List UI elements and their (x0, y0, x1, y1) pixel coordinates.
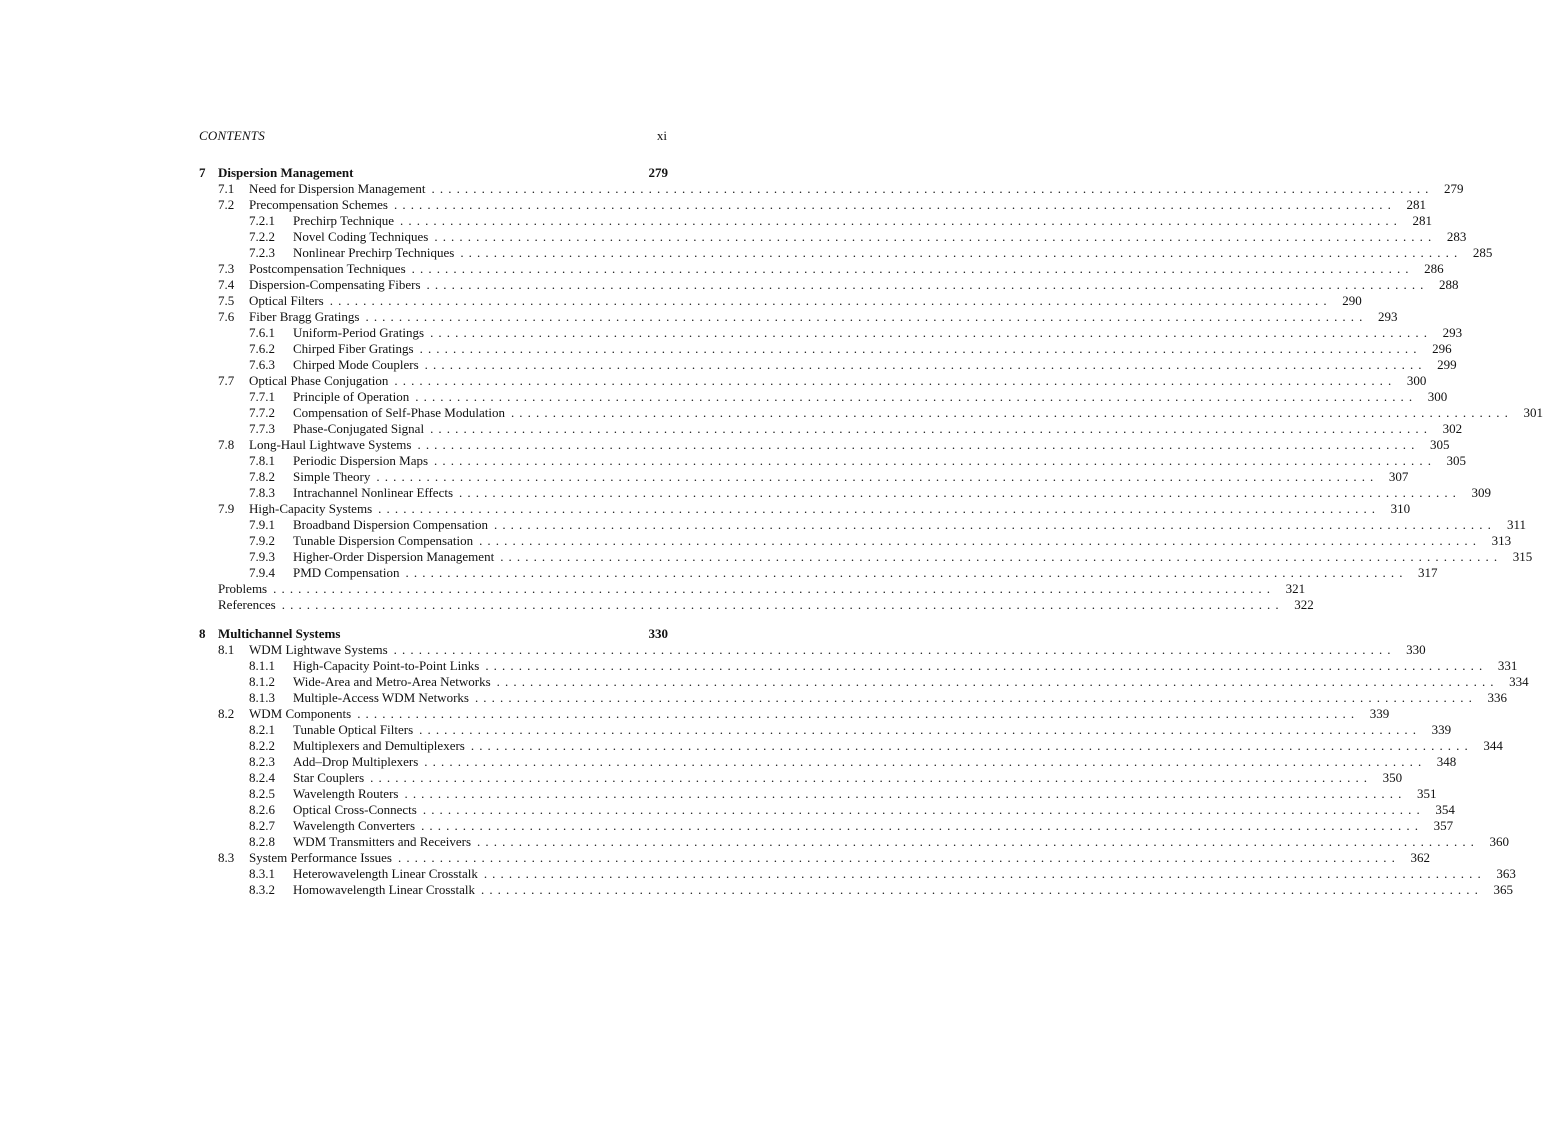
toc-entry-page: 311 (1506, 517, 1526, 532)
toc-entry-number: 8.1.2 (249, 674, 275, 689)
toc-entry-back[interactable] (199, 581, 1306, 597)
toc-entry-sec[interactable] (199, 261, 1444, 277)
toc-entry-title: Problems (218, 581, 273, 597)
toc-entry-number: 7.7.1 (249, 389, 275, 404)
dot-leader: ........................................................................................................................ (459, 485, 1462, 500)
toc-entry-page: 360 (1489, 834, 1510, 849)
toc-entry-sub[interactable] (199, 357, 1457, 373)
toc-entry-page: 330 (648, 626, 668, 641)
toc-entry-number: 8.2.7 (249, 818, 275, 833)
table-of-contents (199, 165, 1543, 898)
toc-entry-number: 7.7.2 (249, 405, 275, 420)
toc-entry-title: Multichannel Systems (218, 626, 346, 642)
dot-leader: ........................................................................................................................ (496, 674, 1499, 689)
dot-leader: ........................................................................................................................ (394, 197, 1396, 212)
dot-leader: ........................................................................................................................ (493, 517, 1496, 532)
toc-entry-sub[interactable] (199, 245, 1493, 261)
dot-leader: ........................................................................................................................ (415, 389, 1418, 404)
dot-leader: ........................................................................................................................ (434, 453, 1437, 468)
dot-leader: ........................................................................................................................ (411, 261, 1414, 276)
toc-entry-page: 331 (1497, 658, 1518, 673)
toc-entry-page: 296 (1432, 341, 1452, 356)
toc-entry-title: Dispersion-Compensating Fibers (249, 277, 427, 293)
toc-entry-chapter[interactable] (199, 626, 668, 642)
toc-entry-title: Precompensation Schemes (249, 197, 394, 213)
dot-leader: ........................................................................................................................ (431, 181, 1434, 196)
toc-entry-number: 7.1 (218, 181, 235, 196)
toc-entry-page: 357 (1433, 818, 1454, 833)
toc-entry-page: 351 (1416, 786, 1437, 801)
dot-leader: ........................................................................................................................ (329, 293, 1332, 308)
toc-entry-title: PMD Compensation (293, 565, 406, 581)
toc-entry-title: Dispersion Management (218, 165, 359, 181)
toc-entry-number: 7.8 (218, 437, 235, 452)
dot-leader: ........................................................................................................................ (365, 309, 1368, 324)
toc-entry-page: 283 (1446, 229, 1467, 244)
toc-entry-title: Simple Theory (293, 469, 376, 485)
toc-entry-sec[interactable] (199, 373, 1427, 389)
toc-entry-title: System Performance Issues (249, 850, 398, 866)
toc-entry-page: 350 (1382, 770, 1403, 785)
toc-entry-number: 7.6.2 (249, 341, 275, 356)
toc-entry-number: 7.9.4 (249, 565, 275, 580)
dot-leader: ........................................................................................................................ (500, 549, 1503, 564)
toc-entry-sub[interactable] (199, 485, 1492, 501)
toc-entry-title: Optical Filters (249, 293, 330, 309)
dot-leader: ........................................................................................................................ (405, 565, 1408, 580)
toc-entry-title: Principle of Operation (293, 389, 415, 405)
dot-leader: ........................................................................................................................ (485, 658, 1488, 673)
toc-entry-number: 7.9 (218, 501, 235, 516)
dot-leader: ........................................................................................................................ (434, 229, 1437, 244)
toc-entry-page: 300 (1427, 389, 1448, 404)
toc-entry-number: 7.8.1 (249, 453, 275, 468)
dot-leader: ........................................................................................................................ (424, 357, 1427, 372)
toc-entry-title: Higher-Order Dispersion Management (293, 549, 500, 565)
toc-entry-sub[interactable] (199, 818, 1454, 834)
toc-entry-sub[interactable] (199, 802, 1455, 818)
toc-entry-number: 7.8.3 (249, 485, 275, 500)
dot-leader: ........................................................................................................................ (417, 437, 1420, 452)
toc-entry-page: 354 (1435, 802, 1455, 817)
toc-entry-title: Novel Coding Techniques (293, 229, 434, 245)
toc-entry-title: WDM Lightwave Systems (249, 642, 394, 658)
toc-entry-page: 285 (1472, 245, 1493, 260)
toc-entry-page: 334 (1509, 674, 1529, 689)
toc-entry-title: Tunable Dispersion Compensation (293, 533, 479, 549)
toc-entry-page: 363 (1496, 866, 1516, 881)
toc-entry-page: 336 (1487, 690, 1507, 705)
toc-entry-number: 8.3.2 (249, 882, 275, 897)
toc-entry-sub[interactable] (199, 738, 1503, 754)
toc-entry-page: 362 (1410, 850, 1430, 865)
dot-leader: ........................................................................................................................ (281, 597, 1284, 612)
dot-leader: ........................................................................................................................ (430, 325, 1433, 340)
dot-leader: ........................................................................................................................ (430, 421, 1433, 436)
toc-entry-page: 302 (1442, 421, 1463, 436)
dot-leader: ........................................................................................................................ (419, 341, 1422, 356)
toc-entry-sub[interactable] (199, 229, 1467, 245)
running-header (199, 128, 667, 146)
toc-entry-title: Add–Drop Multiplexers (293, 754, 424, 770)
toc-entry-sub[interactable] (199, 674, 1529, 690)
toc-entry-sub[interactable] (199, 533, 1512, 549)
running-header-title: CONTENTS (199, 128, 265, 143)
toc-spacer (199, 613, 668, 626)
toc-entry-title: References (218, 597, 282, 613)
toc-entry-chapter[interactable] (199, 165, 668, 181)
dot-leader: ........................................................................................................................ (480, 882, 1483, 897)
toc-entry-sub[interactable] (199, 565, 1438, 581)
toc-entry-page: 339 (1369, 706, 1390, 721)
toc-entry-number: 7.2.1 (249, 213, 275, 228)
toc-entry-sub[interactable] (199, 421, 1463, 437)
toc-entry-number: 7.7.3 (249, 421, 275, 436)
dot-leader: ........................................................................................................................ (378, 501, 1381, 516)
toc-entry-title: Long-Haul Lightwave Systems (249, 437, 417, 453)
toc-entry-page: 315 (1512, 549, 1533, 564)
toc-entry-page: 322 (1294, 597, 1314, 612)
toc-entry-page: 293 (1442, 325, 1463, 340)
toc-entry-sec[interactable] (199, 277, 1459, 293)
toc-entry-number: 8.2.5 (249, 786, 275, 801)
toc-entry-title: Wavelength Routers (293, 786, 404, 802)
toc-entry-title: Optical Cross-Connects (293, 802, 423, 818)
toc-entry-number: 8.2 (218, 706, 235, 721)
toc-entry-page: 365 (1493, 882, 1513, 897)
toc-entry-page: 281 (1406, 197, 1426, 212)
toc-entry-title: Broadband Dispersion Compensation (293, 517, 494, 533)
toc-entry-page: 339 (1431, 722, 1452, 737)
toc-entry-sec[interactable] (199, 501, 1411, 517)
toc-entry-number: 7.9.1 (249, 517, 275, 532)
dot-leader: ........................................................................................................................ (422, 802, 1425, 817)
toc-entry-title: Homowavelength Linear Crosstalk (293, 882, 481, 898)
toc-entry-page: 309 (1471, 485, 1492, 500)
toc-entry-title: Uniform-Period Gratings (293, 325, 430, 341)
toc-entry-sub[interactable] (199, 517, 1526, 533)
toc-entry-title: Tunable Optical Filters (293, 722, 419, 738)
toc-entry-number: 8.2.6 (249, 802, 275, 817)
toc-entry-title: High-Capacity Systems (249, 501, 378, 517)
dot-leader: ........................................................................................................................ (483, 866, 1486, 881)
toc-entry-sub[interactable] (199, 770, 1403, 786)
toc-entry-title: Need for Dispersion Management (249, 181, 432, 197)
toc-entry-title: Optical Phase Conjugation (249, 373, 394, 389)
toc-entry-page: 310 (1390, 501, 1411, 516)
toc-entry-title: WDM Transmitters and Receivers (293, 834, 477, 850)
toc-entry-sub[interactable] (199, 389, 1448, 405)
toc-entry-title: High-Capacity Point-to-Point Links (293, 658, 485, 674)
dot-leader: ........................................................................................................................ (394, 373, 1397, 388)
dot-leader: ........................................................................................................................ (400, 213, 1403, 228)
toc-entry-sub[interactable] (199, 549, 1533, 565)
toc-entry-number: 8.2.2 (249, 738, 275, 753)
toc-entry-back[interactable] (199, 597, 1314, 613)
toc-entry-title: Star Couplers (293, 770, 370, 786)
toc-entry-title: Chirped Mode Couplers (293, 357, 425, 373)
toc-entry-number: 7.6.1 (249, 325, 275, 340)
toc-entry-sub[interactable] (199, 405, 1543, 421)
toc-entry-sec[interactable] (199, 293, 1362, 309)
dot-leader: ........................................................................................................................ (404, 786, 1407, 801)
toc-entry-sub[interactable] (199, 722, 1452, 738)
toc-entry-sub[interactable] (199, 469, 1409, 485)
dot-leader: ........................................................................................................................ (426, 277, 1429, 292)
toc-entry-sub[interactable] (199, 453, 1467, 469)
toc-entry-number: 7.2.2 (249, 229, 275, 244)
toc-entry-sec[interactable] (199, 706, 1390, 722)
toc-entry-title: Fiber Bragg Gratings (249, 309, 365, 325)
toc-entry-sub[interactable] (199, 882, 1513, 898)
toc-entry-page: 305 (1429, 437, 1450, 452)
toc-entry-number: 7.8.2 (249, 469, 275, 484)
dot-leader: ........................................................................................................................ (474, 690, 1477, 705)
toc-entry-title: Phase-Conjugated Signal (293, 421, 430, 437)
toc-entry-number: 7.9.2 (249, 533, 275, 548)
dot-leader: ........................................................................................................................ (510, 405, 1513, 420)
toc-entry-number: 8.2.1 (249, 722, 275, 737)
toc-entry-sec[interactable] (199, 437, 1450, 453)
toc-entry-number: 7.6.3 (249, 357, 275, 372)
dot-leader: ........................................................................................................................ (479, 533, 1482, 548)
toc-entry-number: 8.2.4 (249, 770, 275, 785)
toc-entry-title: Compensation of Self-Phase Modulation (293, 405, 511, 421)
toc-entry-title: Periodic Dispersion Maps (293, 453, 434, 469)
toc-entry-page: 321 (1285, 581, 1306, 596)
toc-entry-number: 8.1.3 (249, 690, 275, 705)
toc-entry-title: Prechirp Technique (293, 213, 400, 229)
toc-entry-title: Multiplexers and Demultiplexers (293, 738, 471, 754)
dot-leader: ........................................................................................................................ (470, 738, 1473, 753)
toc-entry-number: 7.2.3 (249, 245, 275, 260)
toc-entry-page: 279 (1444, 181, 1464, 196)
toc-entry-page: 348 (1436, 754, 1457, 769)
toc-entry-sec[interactable] (199, 181, 1464, 197)
toc-entry-page: 305 (1446, 453, 1467, 468)
toc-entry-page: 290 (1342, 293, 1362, 308)
toc-entry-sub[interactable] (199, 754, 1457, 770)
toc-entry-title: Multiple-Access WDM Networks (293, 690, 475, 706)
toc-entry-number: 8 (199, 626, 206, 641)
dot-leader: ........................................................................................................................ (273, 581, 1276, 596)
toc-entry-number: 8.1 (218, 642, 235, 657)
toc-entry-sub[interactable] (199, 658, 1518, 674)
toc-entry-title: Postcompensation Techniques (249, 261, 412, 277)
toc-entry-page: 330 (1406, 642, 1426, 657)
toc-entry-title: Wide-Area and Metro-Area Networks (293, 674, 497, 690)
toc-entry-sub[interactable] (199, 690, 1507, 706)
toc-entry-page: 279 (648, 165, 668, 180)
toc-entry-sub[interactable] (199, 325, 1463, 341)
toc-entry-sub[interactable] (199, 341, 1452, 357)
dot-leader: ........................................................................................................................ (357, 706, 1360, 721)
toc-entry-page: 307 (1388, 469, 1409, 484)
toc-entry-sub[interactable] (199, 834, 1510, 850)
dot-leader: ........................................................................................................................ (397, 850, 1400, 865)
toc-entry-page: 281 (1412, 213, 1433, 228)
toc-entry-sec[interactable] (199, 309, 1398, 325)
dot-leader: ........................................................................................................................ (421, 818, 1424, 833)
toc-entry-number: 8.2.8 (249, 834, 275, 849)
toc-entry-page: 344 (1483, 738, 1503, 753)
toc-entry-sec[interactable] (199, 642, 1426, 658)
toc-entry-title: Wavelength Converters (293, 818, 421, 834)
toc-entry-sub[interactable] (199, 866, 1516, 882)
dot-leader: ........................................................................................................................ (370, 770, 1373, 785)
toc-entry-number: 7.5 (218, 293, 235, 308)
dot-leader: ........................................................................................................................ (477, 834, 1480, 849)
toc-entry-sec[interactable] (199, 197, 1426, 213)
toc-entry-number: 7.7 (218, 373, 235, 388)
toc-entry-title: Chirped Fiber Gratings (293, 341, 420, 357)
toc-entry-number: 7.6 (218, 309, 235, 324)
toc-entry-sub[interactable] (199, 786, 1437, 802)
toc-entry-number: 7 (199, 165, 206, 180)
toc-entry-sec[interactable] (199, 850, 1430, 866)
toc-entry-page: 300 (1406, 373, 1427, 388)
toc-entry-number: 7.9.3 (249, 549, 275, 564)
toc-entry-number: 7.4 (218, 277, 235, 292)
toc-entry-number: 8.2.3 (249, 754, 275, 769)
toc-entry-page: 299 (1437, 357, 1457, 372)
toc-entry-number: 7.2 (218, 197, 235, 212)
toc-entry-number: 8.3.1 (249, 866, 275, 881)
dot-leader: ........................................................................................................................ (376, 469, 1379, 484)
toc-entry-page: 317 (1418, 565, 1438, 580)
dot-leader: ........................................................................................................................ (424, 754, 1427, 769)
toc-entry-page: 301 (1523, 405, 1543, 420)
toc-entry-title: Intrachannel Nonlinear Effects (293, 485, 459, 501)
toc-entry-sub[interactable] (199, 213, 1433, 229)
toc-entry-number: 7.3 (218, 261, 235, 276)
toc-entry-title: WDM Components (249, 706, 357, 722)
toc-entry-title: Heterowavelength Linear Crosstalk (293, 866, 484, 882)
toc-entry-page: 288 (1439, 277, 1459, 292)
toc-entry-page: 286 (1424, 261, 1444, 276)
page-number: xi (656, 128, 667, 143)
toc-entry-number: 8.1.1 (249, 658, 275, 673)
dot-leader: ........................................................................................................................ (460, 245, 1463, 260)
dot-leader: ........................................................................................................................ (419, 722, 1422, 737)
dot-leader: ........................................................................................................................ (393, 642, 1396, 657)
toc-entry-number: 8.3 (218, 850, 235, 865)
toc-entry-page: 313 (1491, 533, 1512, 548)
toc-entry-page: 293 (1377, 309, 1398, 324)
toc-entry-title: Nonlinear Prechirp Techniques (293, 245, 460, 261)
